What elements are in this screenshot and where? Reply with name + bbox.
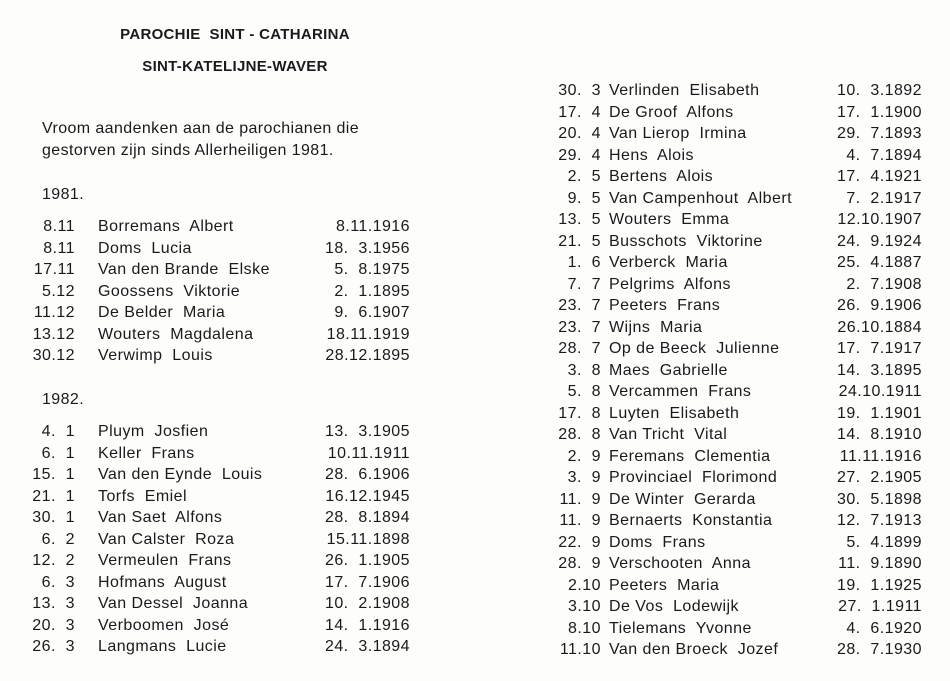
person-name: Pelgrims Alfons	[609, 275, 731, 293]
death-date: 23. 7	[558, 297, 601, 314]
list-item	[505, 362, 922, 384]
list-item	[505, 555, 922, 577]
death-date: 3. 8	[567, 361, 601, 379]
birth-date: 18.11.1919	[326, 325, 410, 343]
town-title: SINT-KATELIJNE-WAVER	[142, 58, 328, 75]
list-item	[505, 620, 922, 642]
list-item	[0, 218, 470, 240]
list-1982	[0, 423, 470, 660]
birth-date: 30. 5.1898	[836, 490, 922, 508]
death-date: 5. 8	[567, 383, 601, 400]
list-item	[0, 326, 470, 348]
person-name: Verlinden Elisabeth	[609, 82, 760, 99]
list-item	[505, 319, 922, 341]
list-item	[505, 190, 922, 212]
list-item	[505, 383, 922, 405]
birth-date: 28. 8.1894	[324, 509, 410, 526]
death-date: 12. 2	[32, 552, 75, 569]
birth-date: 4. 6.1920	[846, 619, 922, 637]
list-item	[505, 512, 922, 534]
birth-date: 26. 9.1906	[836, 297, 922, 314]
birth-date: 19. 1.1901	[836, 404, 922, 422]
list-item	[0, 423, 470, 445]
death-date: 8.11	[43, 218, 75, 235]
birth-date: 24. 3.1894	[324, 638, 410, 655]
birth-date: 5. 8.1975	[334, 261, 410, 278]
birth-date: 26. 1.1905	[324, 552, 410, 569]
birth-date: 24.10.1911	[838, 383, 922, 400]
death-date: 2.10	[568, 576, 601, 594]
person-name: Doms Lucia	[98, 239, 192, 257]
list-1982-continued	[505, 82, 922, 663]
birth-date: 28. 6.1906	[324, 466, 410, 483]
death-date: 20. 3	[32, 616, 75, 634]
death-date: 11.10	[559, 641, 601, 658]
death-date: 6. 2	[41, 530, 75, 548]
birth-date: 15.11.1898	[326, 530, 410, 548]
list-item	[0, 509, 470, 531]
person-name: Van den Eynde Louis	[98, 466, 263, 483]
death-date: 21. 5	[558, 232, 601, 250]
birth-date: 11. 9.1890	[838, 555, 922, 572]
parish-title: PAROCHIE SINT - CATHARINA	[120, 26, 350, 43]
list-item	[0, 261, 470, 283]
death-date: 21. 1	[32, 487, 75, 505]
person-name: Vercammen Frans	[609, 383, 752, 400]
person-name: Peeters Frans	[609, 297, 721, 314]
list-item	[0, 531, 470, 553]
birth-date: 24. 9.1924	[836, 232, 922, 250]
list-item	[505, 598, 922, 620]
death-date: 26. 3	[32, 638, 75, 655]
person-name: Van Saet Alfons	[98, 509, 223, 526]
list-item	[505, 426, 922, 448]
person-name: Van den Broeck Jozef	[609, 641, 779, 658]
death-date: 28. 7	[558, 340, 601, 357]
person-name: Wouters Magdalena	[98, 325, 254, 343]
death-date: 22. 9	[558, 533, 601, 551]
person-name: De Vos Lodewijk	[609, 598, 739, 615]
death-date: 28. 9	[558, 555, 601, 572]
list-item	[505, 104, 922, 126]
person-name: Doms Frans	[609, 533, 706, 551]
birth-date: 13. 3.1905	[324, 423, 410, 440]
person-name: Busschots Viktorine	[609, 232, 763, 250]
birth-date: 27. 1.1911	[838, 598, 922, 615]
birth-date: 14. 8.1910	[836, 426, 922, 443]
person-name: Luyten Elisabeth	[609, 404, 740, 422]
person-name: Van den Brande Elske	[98, 261, 270, 278]
birth-date: 28. 7.1930	[836, 641, 922, 658]
birth-date: 17. 7.1917	[836, 340, 922, 357]
death-date: 20. 4	[558, 125, 601, 142]
person-name: Peeters Maria	[609, 576, 720, 594]
list-item	[0, 488, 470, 510]
person-name: Keller Frans	[98, 444, 195, 462]
birth-date: 28.12.1895	[325, 347, 410, 364]
person-name: Feremans Clementia	[609, 447, 771, 465]
list-item	[505, 82, 922, 104]
list-item	[505, 469, 922, 491]
death-date: 3. 9	[567, 469, 601, 486]
person-name: Bertens Alois	[609, 168, 714, 185]
person-name: Wouters Emma	[609, 211, 730, 228]
list-item	[0, 283, 470, 305]
birth-date: 19. 1.1925	[836, 576, 922, 594]
birth-date: 2. 1.1895	[334, 282, 410, 300]
death-date: 13.12	[32, 325, 75, 343]
list-item	[0, 638, 470, 660]
birth-date: 5. 4.1899	[846, 533, 922, 551]
death-date: 7. 7	[567, 275, 601, 293]
list-1981	[0, 218, 470, 369]
person-name: Langmans Lucie	[98, 638, 227, 655]
death-date: 8.11	[43, 239, 75, 257]
list-item	[0, 574, 470, 596]
intro-text: Vroom aandenken aan de parochianen die gestorven zijn sinds Allerheiligen 1981.	[42, 120, 360, 159]
list-item	[505, 254, 922, 276]
list-item	[505, 340, 922, 362]
person-name: Borremans Albert	[98, 218, 234, 235]
person-name: Verberck Maria	[609, 254, 728, 271]
list-item	[505, 211, 922, 233]
person-name: Verschooten Anna	[609, 555, 751, 572]
list-item	[505, 168, 922, 190]
death-date: 1. 6	[567, 254, 601, 271]
person-name: Wijns Maria	[609, 318, 703, 336]
person-name: Van Dessel Joanna	[98, 595, 249, 612]
birth-date: 12.10.1907	[837, 211, 922, 228]
birth-date: 12. 7.1913	[836, 512, 922, 529]
birth-date: 10. 2.1908	[324, 595, 410, 612]
list-item	[505, 276, 922, 298]
list-item	[0, 617, 470, 639]
death-date: 2. 5	[567, 168, 601, 185]
year-heading-1981: 1981.	[42, 186, 85, 203]
birth-date: 16.12.1945	[325, 487, 410, 505]
death-date: 13. 3	[32, 595, 75, 612]
birth-date: 2. 7.1908	[846, 275, 922, 293]
person-name: Van Lierop Irmina	[609, 125, 747, 142]
death-date: 29. 4	[558, 146, 601, 164]
list-item	[0, 240, 470, 262]
person-name: Van Campenhout Albert	[609, 189, 793, 207]
death-date: 11.12	[33, 304, 75, 321]
death-date: 3.10	[568, 598, 601, 615]
birth-date: 10. 3.1892	[836, 82, 922, 99]
birth-date: 4. 7.1894	[846, 146, 922, 164]
person-name: De Groof Alfons	[609, 103, 734, 121]
list-item	[505, 491, 922, 513]
person-name: Van Tricht Vital	[609, 426, 728, 443]
person-name: Torfs Emiel	[98, 487, 187, 505]
death-date: 15. 1	[32, 466, 75, 483]
list-item	[505, 577, 922, 599]
list-item	[0, 466, 470, 488]
person-name: Vermeulen Frans	[98, 552, 232, 569]
person-name: De Winter Gerarda	[609, 490, 756, 508]
person-name: Hens Alois	[609, 146, 694, 164]
death-date: 28. 8	[558, 426, 601, 443]
person-name: Tielemans Yvonne	[609, 619, 752, 637]
list-item	[0, 347, 470, 369]
person-name: De Belder Maria	[98, 304, 226, 321]
death-date: 11. 9	[559, 490, 601, 508]
death-date: 9. 5	[567, 189, 601, 207]
person-name: Maes Gabrielle	[609, 361, 728, 379]
person-name: Verboomen José	[98, 616, 230, 634]
death-date: 6. 3	[41, 573, 75, 591]
list-item	[0, 304, 470, 326]
birth-date: 14. 1.1916	[324, 616, 410, 634]
death-date: 17.11	[33, 261, 75, 278]
person-name: Goossens Viktorie	[98, 282, 241, 300]
person-name: Provinciael Florimond	[609, 469, 778, 486]
death-date: 30.12	[32, 347, 75, 364]
death-date: 13. 5	[558, 211, 601, 228]
death-date: 17. 4	[558, 103, 601, 121]
list-item	[505, 405, 922, 427]
person-name: Van Calster Roza	[98, 530, 235, 548]
list-item	[0, 445, 470, 467]
list-item	[505, 125, 922, 147]
birth-date: 29. 7.1893	[836, 125, 922, 142]
death-date: 8.10	[568, 619, 601, 637]
birth-date: 10.11.1911	[327, 444, 410, 462]
birth-date: 11.11.1916	[839, 447, 922, 465]
death-date: 11. 9	[559, 512, 601, 529]
birth-date: 17. 1.1900	[836, 103, 922, 121]
year-heading-1982: 1982.	[42, 391, 85, 408]
birth-date: 25. 4.1887	[836, 254, 922, 271]
birth-date: 27. 2.1905	[836, 469, 922, 486]
list-item	[505, 448, 922, 470]
birth-date: 9. 6.1907	[334, 304, 410, 321]
death-date: 17. 8	[558, 404, 601, 422]
death-date: 2. 9	[567, 447, 601, 465]
person-name: Op de Beeck Julienne	[609, 340, 780, 357]
death-date: 23. 7	[558, 318, 601, 336]
birth-date: 18. 3.1956	[324, 239, 410, 257]
death-date: 5.12	[42, 282, 75, 300]
list-item	[505, 534, 922, 556]
birth-date: 17. 7.1906	[324, 573, 410, 591]
person-name: Bernaerts Konstantia	[609, 512, 773, 529]
list-item	[0, 595, 470, 617]
birth-date: 14. 3.1895	[836, 361, 922, 379]
death-date: 30. 3	[558, 82, 601, 99]
list-item	[505, 233, 922, 255]
person-name: Pluym Josfien	[98, 423, 209, 440]
list-item	[505, 297, 922, 319]
list-item	[0, 552, 470, 574]
list-item	[505, 641, 922, 663]
person-name: Hofmans August	[98, 573, 227, 591]
birth-date: 7. 2.1917	[846, 189, 922, 207]
birth-date: 8.11.1916	[335, 218, 410, 235]
person-name: Verwimp Louis	[98, 347, 213, 364]
list-item	[505, 147, 922, 169]
birth-date: 26.10.1884	[837, 318, 922, 336]
death-date: 30. 1	[32, 509, 75, 526]
death-date: 4. 1	[41, 423, 75, 440]
birth-date: 17. 4.1921	[836, 168, 922, 185]
death-date: 6. 1	[41, 444, 75, 462]
